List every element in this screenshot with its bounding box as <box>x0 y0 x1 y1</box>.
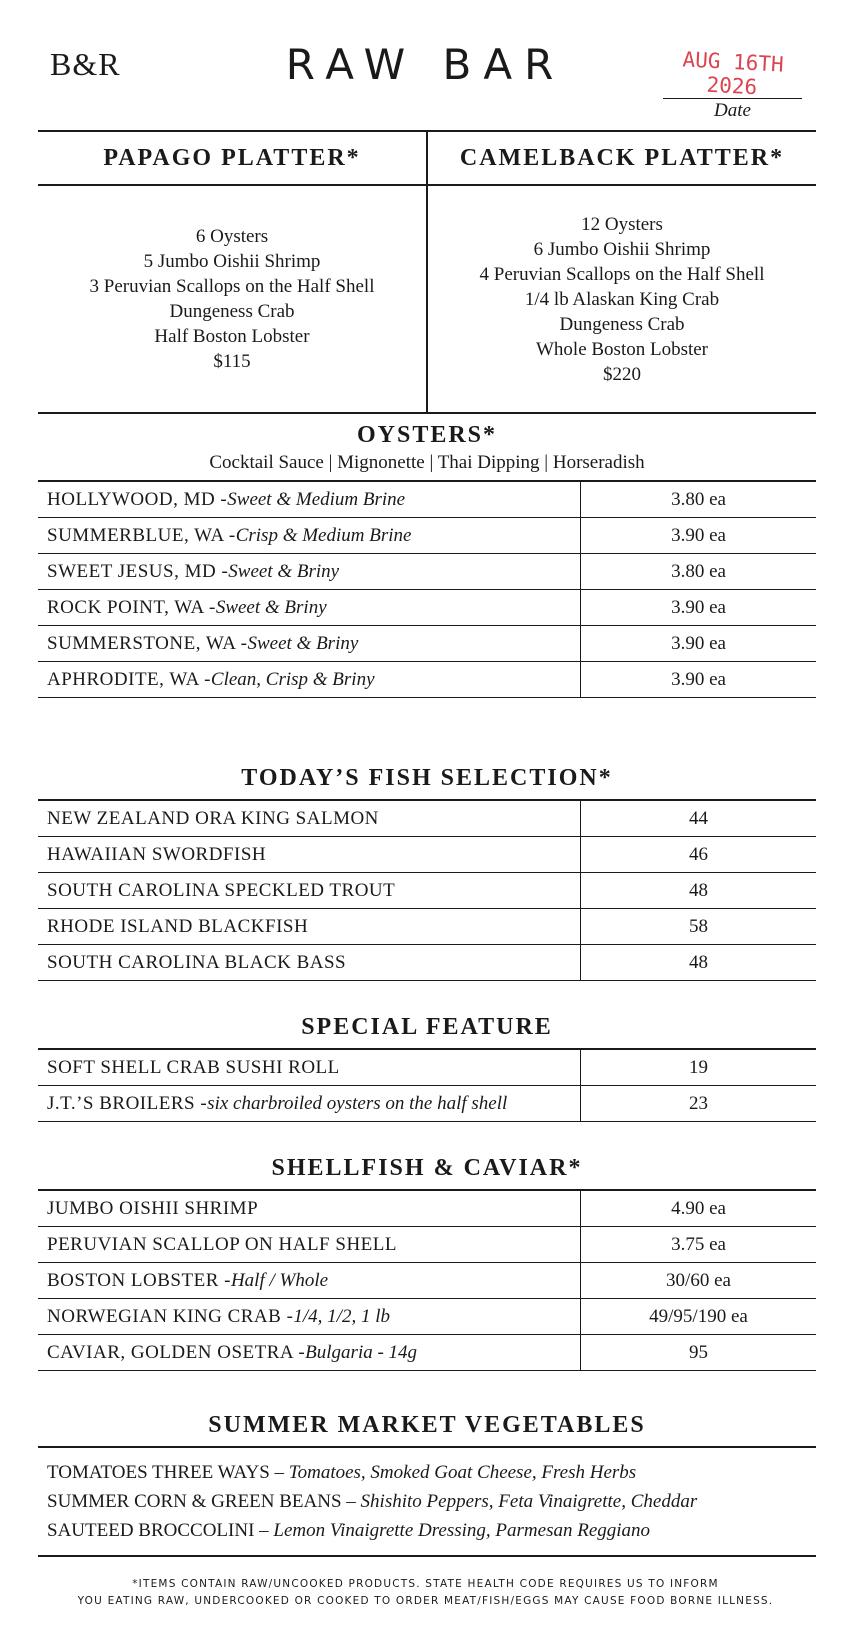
page-title: RAW BAR <box>285 40 566 89</box>
item-name: SUMMER CORN & GREEN BEANS – <box>47 1491 361 1512</box>
item-price: 49/95/190 ea <box>649 1305 748 1327</box>
item-desc: Sweet & Briny <box>228 560 340 582</box>
vegetables-section <box>38 1410 816 1557</box>
item-name: APHRODITE, WA - <box>47 668 211 690</box>
platter-item: Dungeness Crab <box>169 301 295 322</box>
platter-item: 3 Peruvian Scallops on the Half Shell <box>89 276 375 297</box>
platter-item: 1/4 lb Alaskan King Crab <box>524 288 720 310</box>
platter-item: 6 Jumbo Oishii Shrimp <box>533 238 711 260</box>
item-name: TOMATOES THREE WAYS – <box>47 1462 289 1483</box>
item-price: 3.75 ea <box>671 1233 726 1255</box>
vegetables-list <box>38 1446 816 1557</box>
item-name: ROCK POINT, WA - <box>47 596 216 618</box>
item-desc: Shishito Peppers, Feta Vinaigrette, Cheddar <box>360 1491 698 1512</box>
list-item <box>47 1487 807 1516</box>
platters-table <box>38 130 816 414</box>
item-name: CAVIAR, GOLDEN OSETRA - <box>47 1341 306 1363</box>
item-desc: Sweet & Medium Brine <box>227 488 406 510</box>
item-name: PERUVIAN SCALLOP ON HALF SHELL <box>38 1227 581 1262</box>
disclaimer-line: *ITEMS CONTAIN RAW/UNCOOKED PRODUCTS. STATE HEALTH CODE REQUIRES US TO INFORM <box>132 1578 719 1590</box>
item-price: 58 <box>689 915 708 937</box>
item-name: BOSTON LOBSTER - <box>47 1269 231 1291</box>
item-name: RHODE ISLAND BLACKFISH <box>38 909 581 944</box>
item-price: 3.90 ea <box>671 668 726 690</box>
health-disclaimer <box>0 1576 851 1610</box>
item-price: 3.90 ea <box>671 632 726 654</box>
item-name: SWEET JESUS, MD - <box>47 560 229 582</box>
table-row <box>38 482 816 518</box>
oysters-table <box>38 480 816 698</box>
platter-price: $220 <box>603 363 641 385</box>
table-row <box>38 909 816 945</box>
item-name: JUMBO OISHII SHRIMP <box>38 1191 581 1226</box>
special-section <box>38 1012 816 1122</box>
item-price: 3.80 ea <box>671 488 726 510</box>
item-name: SUMMERBLUE, WA - <box>47 524 236 546</box>
platter-item: Dungeness Crab <box>559 313 685 335</box>
shellfish-table <box>38 1189 816 1371</box>
platter-price: $115 <box>213 351 251 372</box>
item-desc: six charbroiled oysters on the half shell <box>207 1092 508 1114</box>
sauce-list: Cocktail Sauce | Mignonette | Thai Dipping | Horseradish <box>209 452 645 473</box>
fish-table <box>38 799 816 981</box>
section-title: SUMMER MARKET VEGETABLES <box>208 1412 646 1438</box>
item-name: HOLLYWOOD, MD - <box>47 488 228 510</box>
section-title: SPECIAL FEATURE <box>301 1014 553 1040</box>
item-desc: Sweet & Briny <box>247 632 359 654</box>
item-price: 19 <box>689 1056 708 1078</box>
item-desc: Crisp & Medium Brine <box>235 524 412 546</box>
special-table <box>38 1048 816 1122</box>
item-price: 3.80 ea <box>671 560 726 582</box>
section-title: SHELLFISH & CAVIAR* <box>271 1155 583 1181</box>
platter-item: 6 Oysters <box>195 226 269 247</box>
list-item <box>47 1516 807 1545</box>
table-row <box>38 590 816 626</box>
platter-item: 4 Peruvian Scallops on the Half Shell <box>479 263 765 285</box>
item-desc: Half / Whole <box>230 1269 329 1291</box>
item-desc: Tomatoes, Smoked Goat Cheese, Fresh Herbs <box>288 1462 637 1483</box>
item-price: 23 <box>689 1092 708 1114</box>
list-item <box>47 1458 807 1487</box>
item-price: 4.90 ea <box>671 1197 726 1219</box>
item-desc: Lemon Vinaigrette Dressing, Parmesan Reggiano <box>273 1520 651 1541</box>
platter-title: CAMELBACK PLATTER* <box>428 132 816 186</box>
date-label: Date <box>714 100 751 121</box>
oysters-section <box>38 420 816 698</box>
platter-item: 12 Oysters <box>581 213 663 235</box>
table-row <box>38 1299 816 1335</box>
disclaimer-line: YOU EATING RAW, UNDERCOOKED OR COOKED TO ORDER MEAT/FISH/EGGS MAY CAUSE FOOD BORNE ILLNESS. <box>77 1595 774 1607</box>
table-row <box>38 518 816 554</box>
platter-papago <box>38 132 426 412</box>
shellfish-section <box>38 1153 816 1371</box>
item-desc: Bulgaria - 14g <box>305 1341 418 1363</box>
item-desc: 1/4, 1/2, 1 lb <box>293 1305 390 1327</box>
table-row <box>38 945 816 981</box>
item-name: NORWEGIAN KING CRAB - <box>47 1305 294 1327</box>
table-row <box>38 554 816 590</box>
item-name: HAWAIIAN SWORDFISH <box>38 837 581 872</box>
table-row <box>38 1335 816 1371</box>
item-price: 48 <box>689 879 708 901</box>
table-row <box>38 801 816 837</box>
table-row <box>38 662 816 698</box>
item-price: 3.90 ea <box>671 596 726 618</box>
item-name: SAUTEED BROCCOLINI – <box>47 1520 274 1541</box>
platter-items <box>38 186 426 412</box>
platter-item: Whole Boston Lobster <box>535 338 709 360</box>
item-price: 30/60 ea <box>666 1269 731 1291</box>
table-row <box>38 1227 816 1263</box>
item-name: SUMMERSTONE, WA - <box>47 632 248 654</box>
item-desc: Clean, Crisp & Briny <box>210 668 375 690</box>
table-row <box>38 1050 816 1086</box>
platter-camelback <box>426 132 816 412</box>
restaurant-logo: B&R <box>50 46 121 82</box>
item-name: NEW ZEALAND ORA KING SALMON <box>38 801 581 836</box>
date-stamp: AUG 16TH 2026 <box>681 47 785 100</box>
item-name: SOFT SHELL CRAB SUSHI ROLL <box>38 1050 581 1085</box>
section-title: OYSTERS* <box>356 422 498 448</box>
table-row <box>38 1191 816 1227</box>
platter-item: Half Boston Lobster <box>154 326 310 347</box>
table-row <box>38 873 816 909</box>
item-name: SOUTH CAROLINA SPECKLED TROUT <box>38 873 581 908</box>
date-block <box>655 47 810 122</box>
table-row <box>38 626 816 662</box>
item-price: 44 <box>689 807 708 829</box>
platter-item: 5 Jumbo Oishii Shrimp <box>143 251 321 272</box>
table-row <box>38 1263 816 1299</box>
item-desc: Sweet & Briny <box>215 596 327 618</box>
item-price: 95 <box>689 1341 708 1363</box>
item-name: SOUTH CAROLINA BLACK BASS <box>38 945 581 980</box>
table-row <box>38 837 816 873</box>
platter-title: PAPAGO PLATTER* <box>38 132 426 186</box>
item-price: 48 <box>689 951 708 973</box>
table-row <box>38 1086 816 1122</box>
item-name: J.T.’S BROILERS - <box>47 1092 208 1114</box>
item-price: 46 <box>689 843 708 865</box>
fish-section <box>38 763 816 981</box>
section-title: TODAY’S FISH SELECTION* <box>241 765 613 791</box>
platter-items <box>428 186 816 412</box>
item-price: 3.90 ea <box>671 524 726 546</box>
